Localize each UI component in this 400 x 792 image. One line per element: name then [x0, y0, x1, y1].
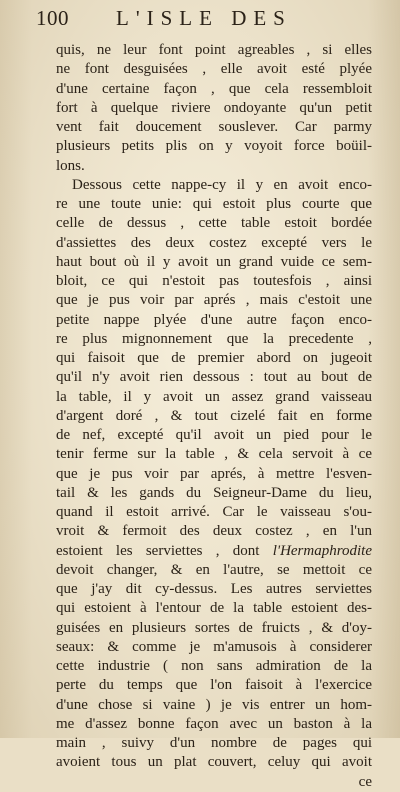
- text-line: que j'ay dit cy-dessus. Les autres serviettes: [56, 581, 372, 597]
- text-line: haut bout où il y avoit un grand vuide ce sem-: [56, 253, 372, 270]
- text-line: bloit, ce qui n'estoit pas toutesfois , ainsi: [56, 273, 372, 289]
- page-header: [36, 2, 376, 38]
- text-line: d'une certaine façon , que cela ressembloit: [56, 80, 372, 97]
- text-line: estoient les serviettes , dont l'Hermaphrodite: [56, 542, 372, 559]
- text-line: qui estoient à l'entour de la table estoient des-: [56, 600, 372, 617]
- text-line: quand il estoit arrivé. Car le vaisseau s'ou-: [56, 504, 372, 520]
- text-line: re une toute unie: qui estoit plus courte que: [56, 196, 372, 212]
- catchword: ce: [358, 773, 372, 790]
- text-line: quis, ne leur font point agreables , si elles: [56, 42, 372, 58]
- text-line: celle de dessus , cette table estoit bordée: [56, 215, 372, 232]
- text-line: la table, il y avoit un assez grand vaisseau: [56, 388, 372, 405]
- text-line: avoient tous un plat couvert, celuy qui avoit: [56, 754, 372, 771]
- text-line: d'assiettes des deux costez excepté vers le: [56, 234, 372, 251]
- text-line: seaux: & comme je m'amusois à considerer: [56, 638, 372, 655]
- text-line: fort à quelque riviere ondoyante qu'un petit: [56, 99, 372, 116]
- text-line: re plus mignonnement que la precedente ,: [56, 330, 372, 347]
- text-line: qu'il n'y avoit rien dessous : tout au bout de: [56, 369, 372, 386]
- text-line: tail & les gands du Seigneur-Dame du lieu,: [56, 484, 372, 501]
- body-text: [56, 41, 372, 792]
- text-line: de nef, excepté qu'il avoit un pied pour le: [56, 427, 372, 443]
- text-line: d'une chose si vaine ) je vis entrer un hom-: [56, 696, 372, 713]
- text-line: lons.: [56, 157, 85, 174]
- text-line: qui faisoit que de premier abord on jugeoit: [56, 350, 372, 366]
- text-line: plusieurs petits plis on y voyoit force boüil-: [56, 138, 372, 155]
- text-line: guisées en plusieurs sortes de fruicts , & d'oy-: [56, 619, 372, 636]
- text-line: vroit & fermoit des deux costez , en l'un: [56, 523, 372, 540]
- text-line: vent fait doucement souslever. Car parmy: [56, 119, 372, 135]
- text-line: me d'assez bonne façon avec un baston à la: [56, 715, 372, 732]
- text-line: que je pus voir par aprés, à mettre l'esven-: [56, 465, 372, 482]
- text-line: petite nappe plyée d'une autre façon enco-: [56, 311, 372, 328]
- text-line: d'argent doré , & tout cizelé fait en forme: [56, 407, 372, 424]
- text-line: perte du temps que l'on faisoit à l'exercice: [56, 677, 372, 694]
- running-title: L'ISLE DES: [116, 6, 292, 30]
- italic-name: l'Hermaphrodite: [272, 542, 372, 559]
- text-line: que je pus voir par aprés , mais c'estoit une: [56, 292, 372, 309]
- text-line: cette industrie ( non sans admiration de la: [56, 658, 372, 674]
- text-line: devoit changer, & en l'autre, se mettoit ce: [56, 561, 372, 578]
- text-line: main , suivy d'un nombre de pages qui: [56, 735, 372, 751]
- text-line: tenir ferme sur la table , & cela servoit à ce: [56, 446, 372, 463]
- text-line: ne font desguisées , elle avoit esté plyée: [56, 61, 372, 78]
- text-line: Dessous cette nappe-cy il y en avoit enco-: [72, 176, 372, 193]
- page-number: 100: [36, 6, 69, 30]
